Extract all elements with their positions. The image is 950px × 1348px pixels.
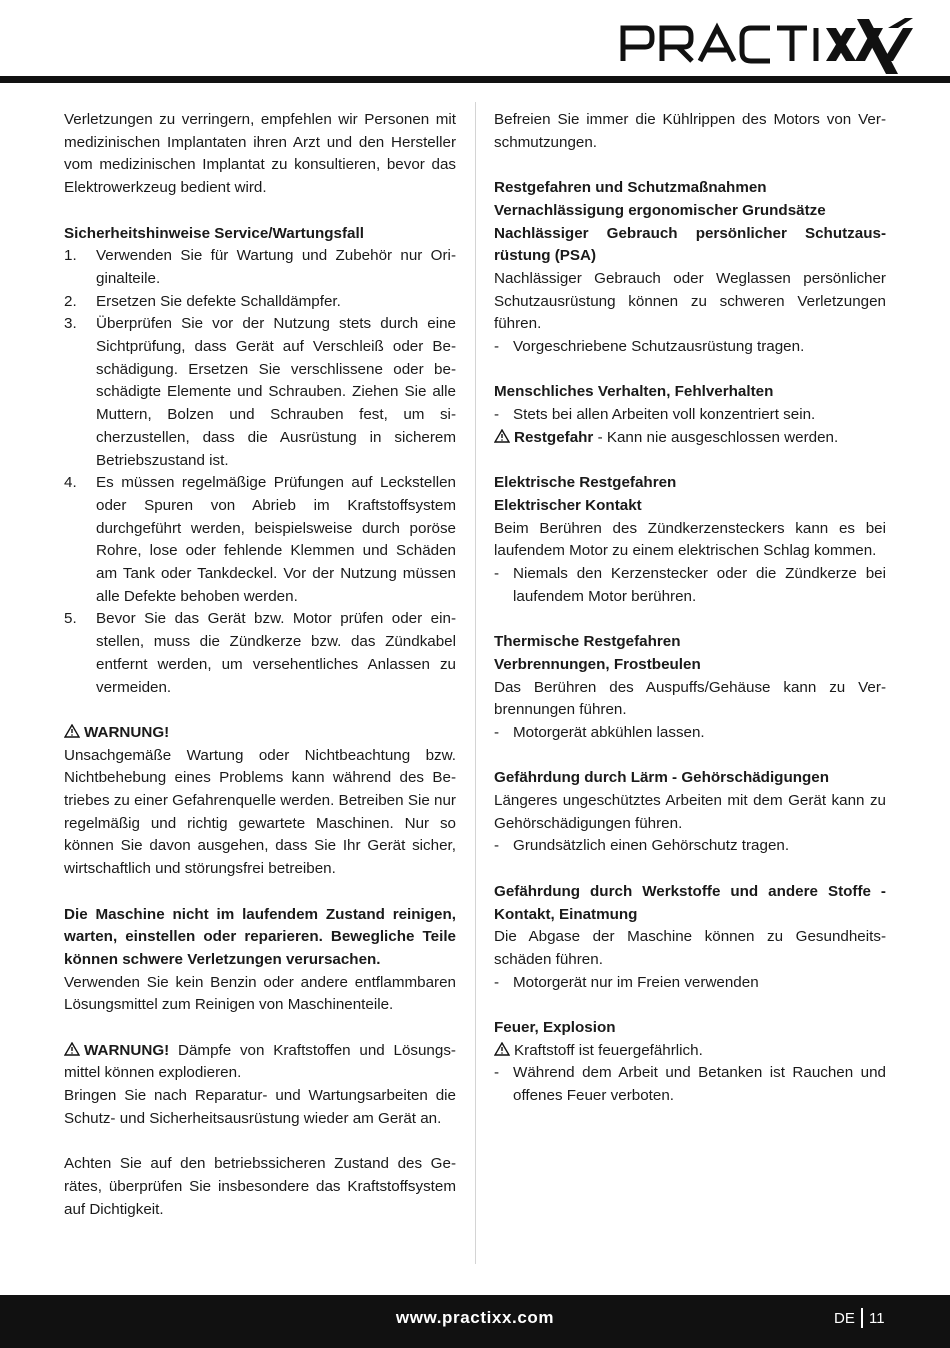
service-heading: Sicherheitshinweise Service/Wartungsfall bbox=[64, 224, 364, 242]
list-item: - Stets bei allen Arbeiten voll konzentriert sein. bbox=[494, 406, 816, 424]
electric-heading: Elektrische Restgefahren bbox=[494, 474, 677, 492]
electric-subheading: Elektrischer Kontakt bbox=[494, 496, 642, 514]
list-item: 5. Bevor Sie das Gerät bzw. Motor prüfen oder einstellen, muss die Zündkerze bzw. das Zündkabel entfernt werden, um versehentliches Anlassen zu vermeiden. bbox=[64, 610, 456, 696]
footer-separator bbox=[861, 1308, 863, 1328]
warning-icon bbox=[494, 1042, 510, 1056]
language-code: DE bbox=[834, 1310, 855, 1327]
list-item: 4. Es müssen regelmäßige Prüfungen auf Leckstellen oder Spuren von Abrieb im Kraftstoffsystem durchgeführt werden, beispielsweise durch poröse Rohre, lose oder fehlende Klemmen und Schäden am Tank oder Tankdeckel. Vor der Nutzung müssen alle Defekte behoben werden. bbox=[64, 474, 456, 605]
warning-heading: WARNUNG! bbox=[64, 722, 456, 745]
noise-text: Längeres ungeschütztes Arbeiten mit dem Gerät kann zu Gehörschädigungen führen. bbox=[494, 792, 886, 832]
reinstall-text: Bringen Sie nach Reparatur- und Wartungsarbeiten die Schutz- und Sicherheitsausrüstung wieder am Gerät an. bbox=[64, 1087, 456, 1127]
warning-icon bbox=[64, 1042, 80, 1056]
thermal-heading: Thermische Restgefahren bbox=[494, 633, 681, 651]
material-heading: Gefährdung durch Werkstoffe und andere Stoffe - Kontakt, Einatmung bbox=[494, 882, 886, 923]
list-item: 3. Überprüfen Sie vor der Nutzung stets durch eine Sichtprüfung, dass Gerät auf Verschleiß oder Beschädigung. Ersetzen Sie verschlissene oder beschädigte Elemente und Schrauben. Ziehen Sie alle Muttern, Bolzen und Schrauben fest, um sicherzustellen, dass die Ausrüstung in sicherem Betriebszustand ist. bbox=[64, 315, 456, 469]
list-item: - Vorgeschriebene Schutzausrüstung tragen. bbox=[494, 338, 805, 356]
left-column bbox=[64, 109, 456, 1221]
electric-text: Beim Berühren des Zündkerzensteckers kann es bei laufendem Motor zu einem elektrischen Schlag kommen. bbox=[494, 519, 886, 560]
psa-text: Nachlässiger Gebrauch oder Weglassen persönlicher Schutzausrüstung können zu schweren Verletzungen führen. bbox=[494, 269, 886, 333]
service-list bbox=[64, 245, 456, 699]
right-column bbox=[494, 109, 886, 1108]
list-item: - Motorgerät nur im Freien verwenden bbox=[494, 973, 759, 991]
ergonomic-heading: Vernachlässigung ergonomischer Grundsätze bbox=[494, 201, 826, 219]
list-item: - Niemals den Kerzenstecker oder die Zündkerze bei laufendem Motor berühren. bbox=[494, 565, 886, 605]
final-text: Achten Sie auf den betriebssicheren Zustand des Gerätes, überprüfen Sie insbesondere das Kraftstoffsystem auf Dichtigkeit. bbox=[64, 1155, 456, 1218]
warning-icon bbox=[494, 429, 510, 443]
column-divider bbox=[475, 102, 476, 1264]
page-number: 11 bbox=[869, 1310, 885, 1327]
list-item: - Grundsätzlich einen Gehörschutz tragen. bbox=[494, 837, 790, 855]
material-text: Die Abgase der Maschine können zu Gesundheitsschäden führen. bbox=[494, 928, 886, 968]
warning-icon bbox=[64, 724, 80, 738]
solvent-text: Verwenden Sie kein Benzin oder andere entflammbaren Lösungsmittel zum Reinigen von Maschinenteile. bbox=[64, 973, 456, 1014]
thermal-subheading: Verbrennungen, Frostbeulen bbox=[494, 655, 701, 673]
list-item: - Während dem Arbeit und Betanken ist Rauchen und offenes Feuer verboten. bbox=[494, 1064, 886, 1105]
restgefahr-line: Restgefahr - Kann nie ausgeschlossen werden. bbox=[494, 427, 886, 450]
practixx-logo bbox=[620, 16, 916, 76]
noise-heading: Gefährdung durch Lärm - Gehörschädigungen bbox=[494, 769, 829, 787]
list-item: 1. Verwenden Sie für Wartung und Zubehör nur Originalteile. bbox=[64, 247, 456, 287]
thermal-text: Das Berühren des Auspuffs/Gehäuse kann zu Verbrennungen führen. bbox=[494, 678, 886, 719]
list-item: 2. Ersetzen Sie defekte Schalldämpfer. bbox=[64, 292, 341, 310]
cooling-text: Befreien Sie immer die Kühlrippen des Motors von Verschmutzungen. bbox=[494, 111, 886, 151]
behavior-heading: Menschliches Verhalten, Fehlverhalten bbox=[494, 383, 774, 401]
psa-heading: Nachlässiger Gebrauch persönlicher Schutzausrüstung (PSA) bbox=[494, 224, 886, 265]
footer bbox=[0, 1295, 950, 1348]
bold-notice: Die Maschine nicht im laufendem Zustand reinigen, warten, einstellen oder reparieren. Bewegliche Teile können schwere Verletzungen verursachen. bbox=[64, 905, 456, 968]
intro-paragraph: Verletzungen zu verringern, empfehlen wir Personen mit medizinischen Implantaten ihren Arzt und den Hersteller vom medizinischen Implantat zu konsultieren, bevor das Elektrowerkzeug bedient wird. bbox=[64, 111, 456, 197]
warning-vapors: WARNUNG! Dämpfe von Kraftstoffen und Lösungsmittel können explodieren. bbox=[64, 1041, 456, 1082]
warning-text: Unsachgemäße Wartung oder Nichtbeachtung bzw. Nichtbehebung eines Problems kann während des Betriebes zu einer Gefahrenquelle werden. Betreiben Sie nur regelmäßig und richtig gewartete Maschinen. Nur so können Sie davon ausgehen, dass Sie Ihr Gerät sicher, wirtschaftlich und störungsfrei betreiben. bbox=[64, 746, 456, 878]
list-item: - Motorgerät abkühlen lassen. bbox=[494, 723, 705, 741]
header-rule bbox=[0, 76, 950, 83]
fire-heading: Feuer, Explosion bbox=[494, 1019, 616, 1037]
residual-heading: Restgefahren und Schutzmaßnahmen bbox=[494, 179, 767, 197]
footer-url[interactable]: www.practixx.com bbox=[395, 1308, 555, 1327]
fire-warning: Kraftstoff ist feuergefährlich. bbox=[494, 1040, 886, 1063]
